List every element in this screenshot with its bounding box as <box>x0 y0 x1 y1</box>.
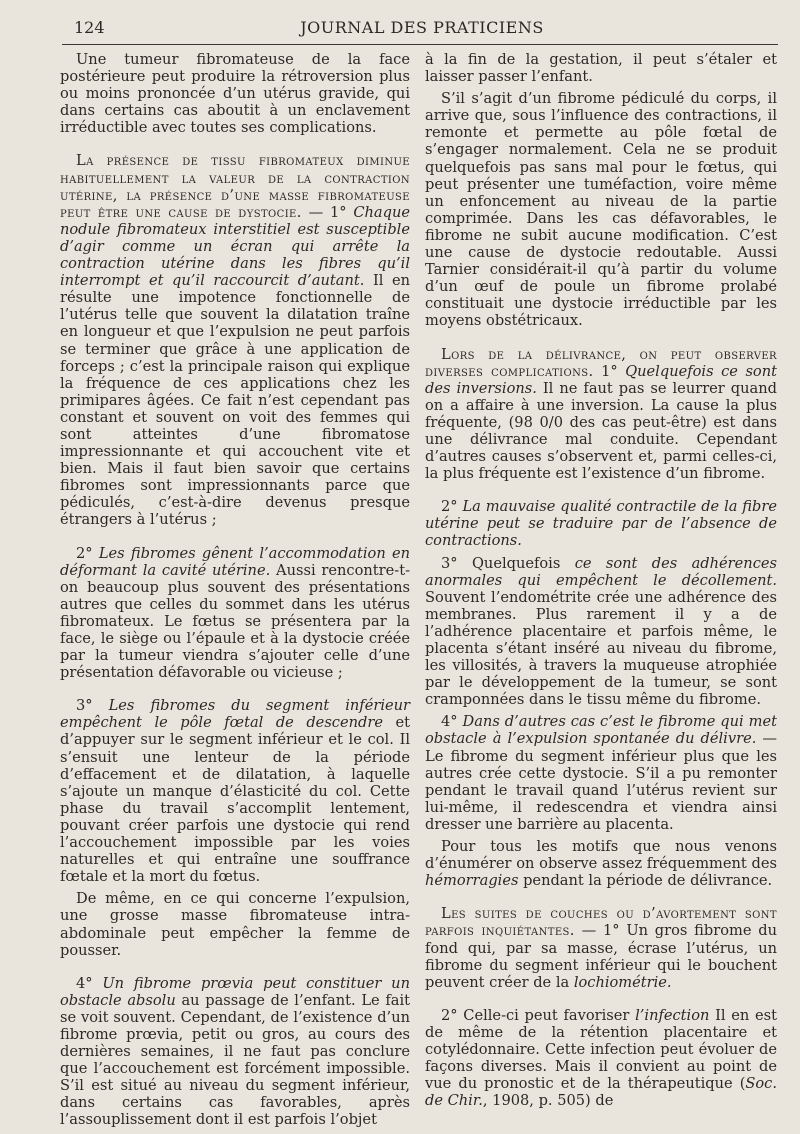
paragraph: La présence de tissu fibromateux diminue habituellement la valeur de la contraction utérine, la présence d’une masse fibromateuse peut être une cause de dystocie. — 1° Chaque nodule fibromateux interstitiel est susceptible d’agir comme un écran qui arrête la contraction utérine dans les fibres qu’il interrompt et qu’il raccourcit d’autant. Il en résulte une impotence fonctionnelle de l’utérus telle que souvent la dilatation traîne en longueur et que l’expulsion ne peut parfois se terminer que grâce à une application de forceps ; c’est la principale raison qui explique la fréquence de ces applications chez les primipares âgées. Ce fait n’est cependant pas constant et souvent on voit des femmes qui sont atteintes d’une fibromatose impressionnante et qui accouchent vite et bien. Mais il faut bien savoir que certains fibromes sont impressionnants parce que pédiculés, c’est-à-dire devenus presque étrangers à l’utérus ; <box>60 152 411 529</box>
paragraph: 2° Les fibromes gênent l’accommodation en déformant la cavité utérine. Aussi rencontre-t-on beaucoup plus souvent des présentations autres que celles du sommet dans les utérus fibromateux. Le fœtus se présentera par la face, le siège ou l’épaule et à la dystocie créée par la tumeur viendra s’ajouter celle d’une présentation défavorable ou vicieuse ; <box>60 544 410 682</box>
left-column <box>60 51 410 1134</box>
paragraph: De même, en ce qui concerne l’expulsion, une grosse masse fibromateuse intra-abdominale peut empêcher la femme de pousser. <box>60 890 410 959</box>
running-header <box>62 16 782 44</box>
paragraph: 3° Les fibromes du segment inférieur empêchent le pôle fœtal de descendre et d’appuyer sur le segment inférieur et le col. Il s’ensuit une lenteur de la période d’effacement et de dilatation, à laquelle s’ajoute un manque d’élasticité du col. Cette phase du travail s’accomplit lentement, pouvant créer parfois une dystocie qui rend l’accouchement impossible par les voies naturelles et qui entraîne une souffrance fœtale et la mort du fœtus. <box>60 697 411 886</box>
journal-title: JOURNAL DES PRATICIENS <box>300 18 544 37</box>
page-number: 124 <box>74 18 105 37</box>
paragraph: 2° La mauvaise qualité contractile de la fibre utérine peut se traduire par de l’absence de contractions. <box>425 498 777 550</box>
paragraph: Une tumeur fibromateuse de la face postérieure peut produire la rétroversion plus ou moins prononcée d’un utérus gravide, qui dans certains cas aboutit à un enclavement irréductible avec toutes ses complications. <box>60 51 410 137</box>
paragraph: Lors de la délivrance, on peut observer diverses complications. 1° Quelquefois ce sont des inversions. Il ne faut pas se leurrer quand on a affaire à une inversion. La cause la plus fréquente, (98 0/0 des cas peut-être) est dans une délivrance mal conduite. Cependant d’autres causes s’observent et, parmi celles-ci, la plus fréquente est l’existence d’un fibrome. <box>425 345 777 483</box>
paragraph: 3° Quelquefois ce sont des adhérences anormales qui empêchent le décollement. Souvent l’endométrite crée une adhérence des membranes. Plus rarement il y a de l’adhérence placentaire et parfois même, le placenta s’étant inséré au niveau du fibrome, les villosités, à travers la muqueuse atrophiée par le développement de la tumeur, se sont cramponnées dans le tissu même du fibrome. <box>425 554 777 709</box>
paragraph: 2° Celle-ci peut favoriser l’infection Il en est de même de la rétention placentaire et cotylédonnaire. Cette infection peut évoluer de façons diverses. Mais il convient au point de vue du pronostic et de la thérapeutique (Soc. de Chir., 1908, p. 505) de <box>425 1006 777 1110</box>
paragraph: à la fin de la gestation, il peut s’étaler et laisser passer l’enfant. <box>425 51 777 86</box>
section-heading: Lors de la délivrance, on peut observer diverses complications. <box>425 345 777 380</box>
paragraph: S’il s’agit d’un fibrome pédiculé du corps, il arrive que, sous l’influence des contractions, il remonte et permette au pôle fœtal de s’engager normalement. Cela ne se produit quelquefois pas sans mal pour le fœtus, qui peut présenter une tuméfaction, voire même un enfoncement au niveau de la partie comprimée. Dans les cas défavorables, le fibrome ne subit aucune modification. C’est une cause de dystocie redoutable. Aussi Tarnier considérait-il qu’à partir du volume d’un œuf de poule un fibrome prolabé constituait une dystocie irréductible par les moyens obstétricaux. <box>425 90 777 330</box>
paragraph: 4° Dans d’autres cas c’est le fibrome qui met obstacle à l’expulsion spontanée du délivre. — Le fibrome du segment inférieur plus que les autres crée cette dystocie. S’il a pu remonter pendant le travail quand l’utérus revient sur lui-même, il redescendra et viendra ainsi dresser une barrière au placenta. <box>425 713 777 833</box>
right-column <box>425 51 777 1114</box>
paragraph: 4° Un fibrome prœvia peut constituer un obstacle absolu au passage de l’enfant. Le fait se voit souvent. Cependant, de l’existence d’un fibrome prœvia, petit ou gros, au cours des dernières semaines, il ne faut pas conclure que l’accouchement est forcément impossible. S’il est situé au niveau du segment inférieur, dans certains cas favorables, après l’assouplissement dont il est parfois l’objet <box>60 974 411 1129</box>
header-rule <box>62 44 778 45</box>
section-heading: La présence de tissu fibromateux diminue habituellement la valeur de la contraction utérine, la présence d’une masse fibromateuse peut être une cause de dystocie. <box>60 152 410 221</box>
paragraph: Pour tous les motifs que nous venons d’énumérer on observe assez fréquemment des hémorragies pendant la période de délivrance. <box>425 838 777 890</box>
section-heading: Les suites de couches ou d’avortement sont parfois inquiétantes. <box>425 905 777 940</box>
paragraph: Les suites de couches ou d’avortement sont parfois inquiétantes. — 1° Un gros fibrome du fond qui, par sa masse, écrase l’utérus, un fibrome du segment inférieur qui le bouchent peuvent créer de la lochiométrie. <box>425 905 777 991</box>
